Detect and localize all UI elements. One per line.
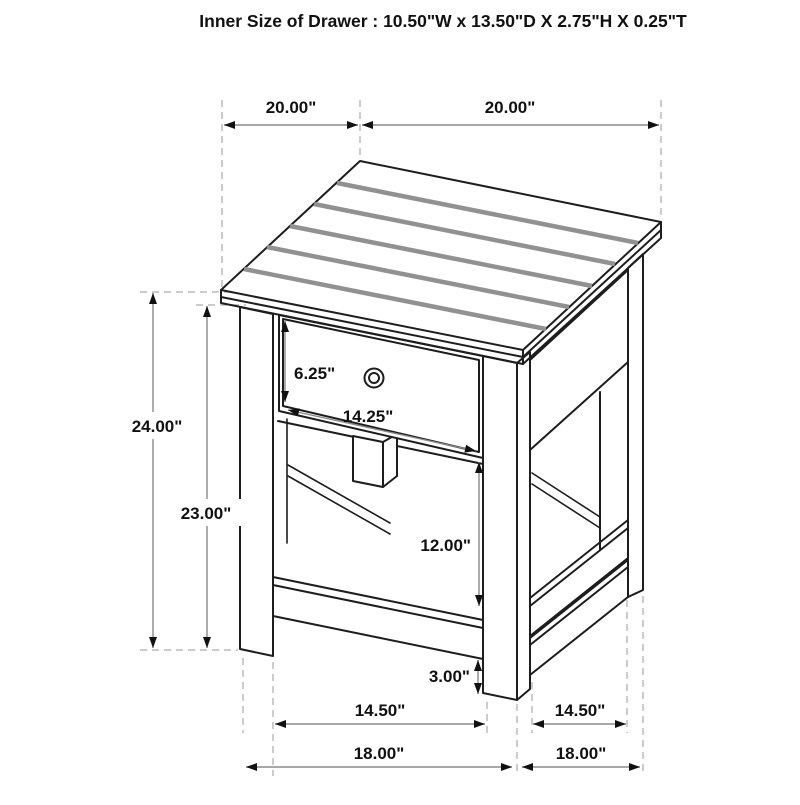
table-drawing — [221, 161, 661, 700]
dim-shelf-width-front-label: 14.50" — [354, 701, 406, 720]
drawer-knob-icon-inner — [369, 373, 379, 383]
front-center-leg — [483, 352, 530, 700]
front-shelf-board — [273, 585, 483, 659]
dim-overall-height-label: 24.00" — [131, 417, 183, 436]
dim-base-front-label: 18.00" — [353, 744, 405, 763]
dim-leg-height-label: 23.00" — [180, 504, 232, 523]
center-divider — [353, 434, 397, 487]
front-left-leg — [240, 307, 273, 656]
dim-base-side-label: 18.00" — [555, 744, 607, 763]
dim-shelf-space-label: 12.00" — [420, 536, 471, 555]
dim-top-right-label: 20.00" — [484, 98, 536, 117]
drawing-title: Inner Size of Drawer : 10.50"W x 13.50"D X 2.75"H X 0.25"T — [199, 11, 687, 31]
dim-drawer-width-label: 14.25" — [342, 407, 394, 426]
dim-top-left-label: 20.00" — [265, 98, 317, 117]
dim-drawer-height-label: 6.25" — [294, 364, 336, 383]
dim-floor-gap-label: 3.00" — [428, 667, 470, 686]
dim-shelf-width-side-label: 14.50" — [554, 701, 606, 720]
rear-right-leg — [628, 254, 643, 597]
